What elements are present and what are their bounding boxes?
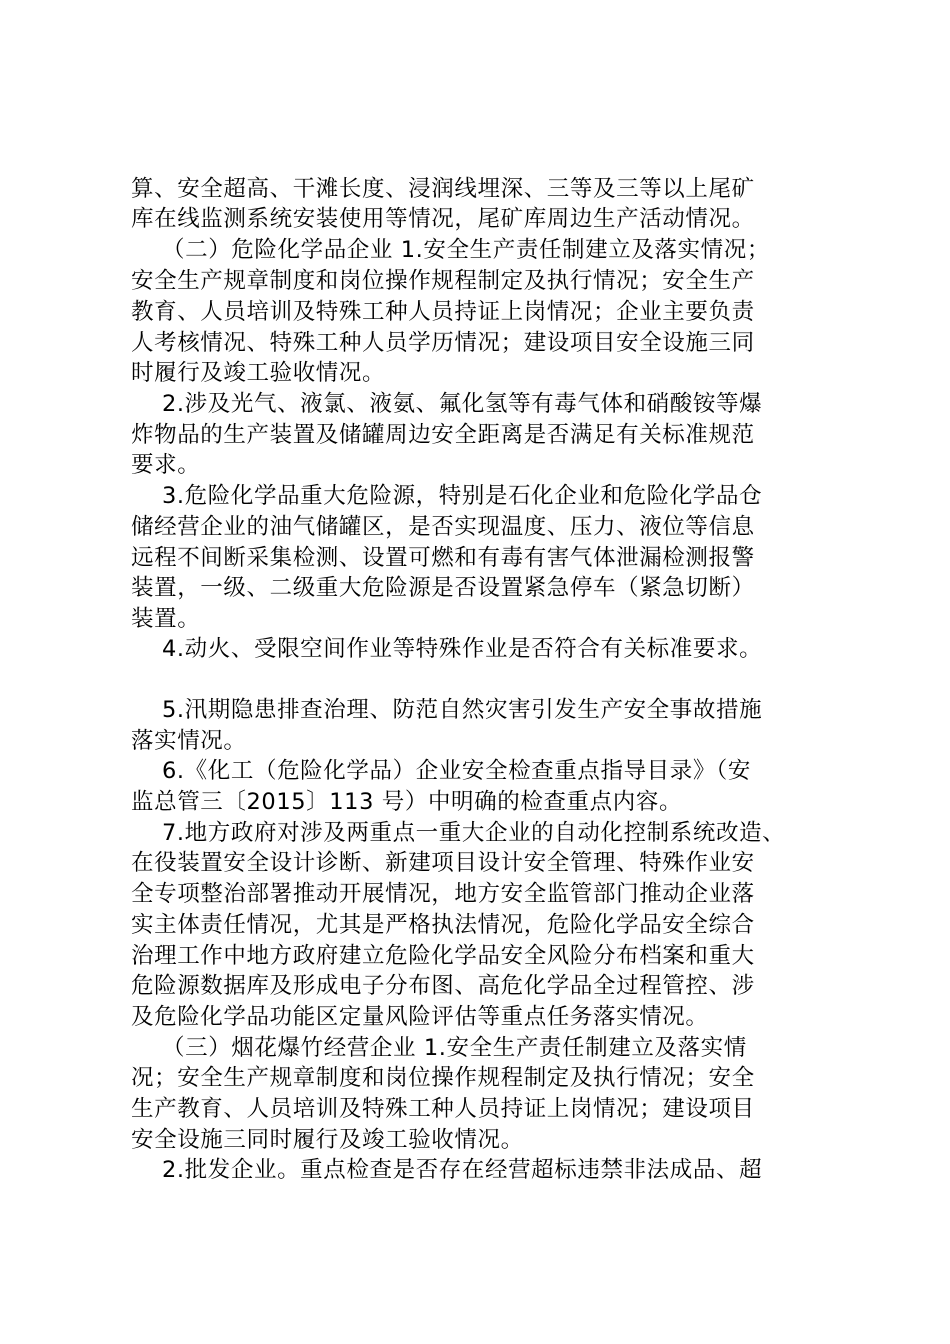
text-line: 2.涉及光气、液氯、液氨、氟化氢等有毒气体和硝酸铵等爆 — [162, 391, 763, 417]
text-line: 安全生产规章制度和岗位操作规程制定及执行情况；安全生产 — [131, 268, 755, 294]
text-line: 落实情况。 — [131, 728, 247, 754]
text-line: 装置。 — [131, 606, 201, 632]
text-line: 6.《化工（危险化学品）企业安全检查重点指导目录》（安 — [162, 758, 751, 784]
text-line: 危险源数据库及形成电子分布图、高危化学品全过程管控、涉 — [131, 973, 755, 999]
text-line: 库在线监测系统安装使用等情况，尾矿库周边生产活动情况。 — [131, 206, 755, 232]
text-line: 要求。 — [131, 452, 201, 478]
text-line: 5.汛期隐患排查治理、防范自然灾害引发生产安全事故措施 — [162, 697, 763, 723]
text-line: 时履行及竣工验收情况。 — [131, 360, 386, 386]
text-line: 3.危险化学品重大危险源，特别是石化企业和危险化学品仓 — [162, 483, 763, 509]
text-line: 监总管三〔2015〕113 号）中明确的检查重点内容。 — [131, 789, 683, 815]
text-line: 炸物品的生产装置及储罐周边安全距离是否满足有关标准规范 — [131, 422, 755, 448]
text-line: （二）危险化学品企业 1.安全生产责任制建立及落实情况； — [162, 237, 770, 263]
text-line: 7.地方政府对涉及两重点一重大企业的自动化控制系统改造、 — [162, 820, 786, 846]
text-line: 教育、人员培训及特殊工种人员持证上岗情况；企业主要负责 — [131, 299, 755, 325]
text-line: 储经营企业的油气储罐区，是否实现温度、压力、液位等信息 — [131, 514, 755, 540]
text-line: 算、安全超高、干滩长度、浸润线埋深、三等及三等以上尾矿 — [131, 176, 755, 202]
text-line: 生产教育、人员培训及特殊工种人员持证上岗情况；建设项目 — [131, 1096, 755, 1122]
text-line: 2.批发企业。重点检查是否存在经营超标违禁非法成品、超 — [162, 1157, 763, 1183]
text-line: 及危险化学品功能区定量风险评估等重点任务落实情况。 — [131, 1004, 709, 1030]
text-line: 远程不间断采集检测、设置可燃和有毒有害气体泄漏检测报警 — [131, 545, 755, 571]
text-line: 治理工作中地方政府建立危险化学品安全风险分布档案和重大 — [131, 943, 755, 969]
text-line: （三）烟花爆竹经营企业 1.安全生产责任制建立及落实情 — [162, 1035, 747, 1061]
text-line: 4.动火、受限空间作业等特殊作业是否符合有关标准要求。 — [162, 636, 763, 662]
text-line: 况；安全生产规章制度和岗位操作规程制定及执行情况；安全 — [131, 1065, 755, 1091]
text-line: 人考核情况、特殊工种人员学历情况；建设项目安全设施三同 — [131, 330, 755, 356]
text-line: 安全设施三同时履行及竣工验收情况。 — [131, 1127, 524, 1153]
text-line: 全专项整治部署推动开展情况，地方安全监管部门推动企业落 — [131, 881, 755, 907]
text-line: 在役装置安全设计诊断、新建项目设计安全管理、特殊作业安 — [131, 850, 755, 876]
text-line: 装置，一级、二级重大危险源是否设置紧急停车（紧急切断） — [131, 575, 755, 601]
text-line: 实主体责任情况，尤其是严格执法情况，危险化学品安全综合 — [131, 912, 755, 938]
